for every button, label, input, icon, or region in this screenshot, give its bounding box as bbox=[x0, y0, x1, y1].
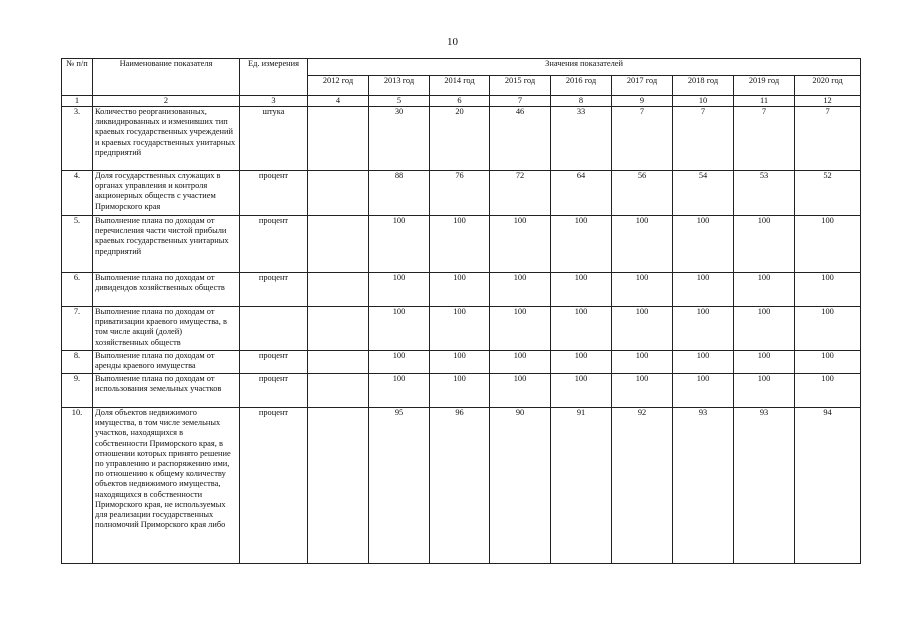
value-cell: 100 bbox=[734, 374, 795, 408]
indicator-name: Количество реорганизованных, ликвидированных и изменивших тип краевых государственных учреждений и краевых государственных унитарных предприятий bbox=[93, 107, 240, 171]
column-number: 8 bbox=[551, 96, 612, 107]
indicator-name: Доля государственных служащих в органах управления и контроля акционерных обществ с участием Приморского края bbox=[93, 171, 240, 216]
value-cell: 100 bbox=[430, 374, 490, 408]
value-cell: 100 bbox=[673, 273, 734, 307]
value-cell: 100 bbox=[612, 351, 673, 374]
header-year: 2013 год bbox=[369, 76, 430, 96]
value-cell: 33 bbox=[551, 107, 612, 171]
value-cell: 7 bbox=[612, 107, 673, 171]
indicator-name: Выполнение плана по доходам от использования земельных участков bbox=[93, 374, 240, 408]
header-year: 2017 год bbox=[612, 76, 673, 96]
value-cell: 100 bbox=[369, 374, 430, 408]
value-cell bbox=[308, 107, 369, 171]
indicator-name: Доля объектов недвижимого имущества, в том числе земельных участков, находящихся в собственности Приморского края, в отношении которых принято решение по управлению и распоряжению ими, по отношению к общему количеству объектов недвижимого имущества, находящихся в собственности Приморского края, не используемых для реализации государственных полномочий Приморского края либо bbox=[93, 408, 240, 564]
column-number: 11 bbox=[734, 96, 795, 107]
value-cell bbox=[308, 374, 369, 408]
value-cell: 100 bbox=[490, 307, 551, 351]
value-cell: 100 bbox=[551, 307, 612, 351]
value-cell: 100 bbox=[490, 374, 551, 408]
indicator-name: Выполнение плана по доходам от приватизации краевого имущества, в том числе акций (долей) хозяйственных обществ bbox=[93, 307, 240, 351]
value-cell: 100 bbox=[612, 216, 673, 273]
value-cell: 7 bbox=[734, 107, 795, 171]
indicator-unit: процент bbox=[240, 351, 308, 374]
value-cell: 100 bbox=[795, 273, 861, 307]
value-cell: 88 bbox=[369, 171, 430, 216]
header-unit: Ед. измерения bbox=[240, 59, 308, 96]
indicators-table bbox=[61, 58, 861, 564]
row-number: 5. bbox=[62, 216, 93, 273]
value-cell: 7 bbox=[795, 107, 861, 171]
value-cell bbox=[308, 273, 369, 307]
value-cell: 100 bbox=[430, 216, 490, 273]
value-cell: 100 bbox=[673, 374, 734, 408]
value-cell: 100 bbox=[551, 273, 612, 307]
column-number-row bbox=[62, 96, 861, 107]
column-number: 1 bbox=[62, 96, 93, 107]
value-cell: 100 bbox=[490, 273, 551, 307]
value-cell: 64 bbox=[551, 171, 612, 216]
table-row bbox=[62, 307, 861, 351]
value-cell: 76 bbox=[430, 171, 490, 216]
value-cell: 100 bbox=[795, 351, 861, 374]
value-cell: 100 bbox=[673, 307, 734, 351]
indicator-unit: процент bbox=[240, 216, 308, 273]
value-cell: 72 bbox=[490, 171, 551, 216]
value-cell: 100 bbox=[612, 273, 673, 307]
indicator-unit: процент bbox=[240, 374, 308, 408]
value-cell: 100 bbox=[795, 307, 861, 351]
column-number: 3 bbox=[240, 96, 308, 107]
value-cell: 100 bbox=[612, 307, 673, 351]
value-cell: 100 bbox=[673, 216, 734, 273]
value-cell: 56 bbox=[612, 171, 673, 216]
row-number: 7. bbox=[62, 307, 93, 351]
value-cell: 100 bbox=[734, 273, 795, 307]
column-number: 6 bbox=[430, 96, 490, 107]
value-cell: 95 bbox=[369, 408, 430, 564]
value-cell: 20 bbox=[430, 107, 490, 171]
table-row bbox=[62, 351, 861, 374]
value-cell: 100 bbox=[490, 351, 551, 374]
value-cell: 54 bbox=[673, 171, 734, 216]
value-cell: 100 bbox=[430, 307, 490, 351]
value-cell: 100 bbox=[612, 374, 673, 408]
page-number: 10 bbox=[447, 36, 458, 48]
value-cell: 100 bbox=[795, 216, 861, 273]
table-row bbox=[62, 273, 861, 307]
row-number: 9. bbox=[62, 374, 93, 408]
value-cell: 100 bbox=[369, 216, 430, 273]
column-number: 7 bbox=[490, 96, 551, 107]
table-row bbox=[62, 408, 861, 564]
indicator-name: Выполнение плана по доходам от аренды краевого имущества bbox=[93, 351, 240, 374]
value-cell: 100 bbox=[734, 351, 795, 374]
row-number: 6. bbox=[62, 273, 93, 307]
indicator-unit: процент bbox=[240, 273, 308, 307]
row-number: 8. bbox=[62, 351, 93, 374]
value-cell: 30 bbox=[369, 107, 430, 171]
value-cell: 100 bbox=[430, 351, 490, 374]
value-cell: 96 bbox=[430, 408, 490, 564]
column-number: 4 bbox=[308, 96, 369, 107]
value-cell: 100 bbox=[551, 216, 612, 273]
value-cell: 100 bbox=[369, 351, 430, 374]
column-number: 2 bbox=[93, 96, 240, 107]
value-cell: 90 bbox=[490, 408, 551, 564]
value-cell: 93 bbox=[734, 408, 795, 564]
value-cell: 100 bbox=[795, 374, 861, 408]
header-year: 2016 год bbox=[551, 76, 612, 96]
indicator-unit bbox=[240, 307, 308, 351]
value-cell: 91 bbox=[551, 408, 612, 564]
value-cell: 7 bbox=[673, 107, 734, 171]
header-year: 2019 год bbox=[734, 76, 795, 96]
column-number: 12 bbox=[795, 96, 861, 107]
table-row bbox=[62, 374, 861, 408]
value-cell bbox=[308, 408, 369, 564]
value-cell bbox=[308, 171, 369, 216]
header-values-group: Значения показателей bbox=[308, 59, 861, 76]
value-cell: 53 bbox=[734, 171, 795, 216]
indicator-unit: процент bbox=[240, 408, 308, 564]
row-number: 4. bbox=[62, 171, 93, 216]
header-name: Наименование показателя bbox=[93, 59, 240, 96]
value-cell bbox=[308, 216, 369, 273]
value-cell: 93 bbox=[673, 408, 734, 564]
value-cell: 100 bbox=[430, 273, 490, 307]
value-cell: 100 bbox=[369, 307, 430, 351]
indicator-unit: штука bbox=[240, 107, 308, 171]
header-year: 2014 год bbox=[430, 76, 490, 96]
value-cell bbox=[308, 307, 369, 351]
value-cell: 100 bbox=[490, 216, 551, 273]
header-year: 2012 год bbox=[308, 76, 369, 96]
column-number: 5 bbox=[369, 96, 430, 107]
value-cell: 46 bbox=[490, 107, 551, 171]
indicator-name: Выполнение плана по доходам от перечисления части чистой прибыли краевых государственных унитарных предприятий bbox=[93, 216, 240, 273]
row-number: 10. bbox=[62, 408, 93, 564]
header-year: 2015 год bbox=[490, 76, 551, 96]
column-number: 9 bbox=[612, 96, 673, 107]
indicator-name: Выполнение плана по доходам от дивидендов хозяйственных обществ bbox=[93, 273, 240, 307]
column-number: 10 bbox=[673, 96, 734, 107]
header-year: 2020 год bbox=[795, 76, 861, 96]
value-cell: 100 bbox=[734, 307, 795, 351]
value-cell: 100 bbox=[369, 273, 430, 307]
value-cell: 92 bbox=[612, 408, 673, 564]
header-num: № п/п bbox=[62, 59, 93, 96]
value-cell: 94 bbox=[795, 408, 861, 564]
value-cell bbox=[308, 351, 369, 374]
value-cell: 52 bbox=[795, 171, 861, 216]
indicator-unit: процент bbox=[240, 171, 308, 216]
header-year: 2018 год bbox=[673, 76, 734, 96]
table-row bbox=[62, 216, 861, 273]
value-cell: 100 bbox=[734, 216, 795, 273]
table-row bbox=[62, 107, 861, 171]
value-cell: 100 bbox=[551, 374, 612, 408]
row-number: 3. bbox=[62, 107, 93, 171]
table-row bbox=[62, 171, 861, 216]
value-cell: 100 bbox=[551, 351, 612, 374]
value-cell: 100 bbox=[673, 351, 734, 374]
